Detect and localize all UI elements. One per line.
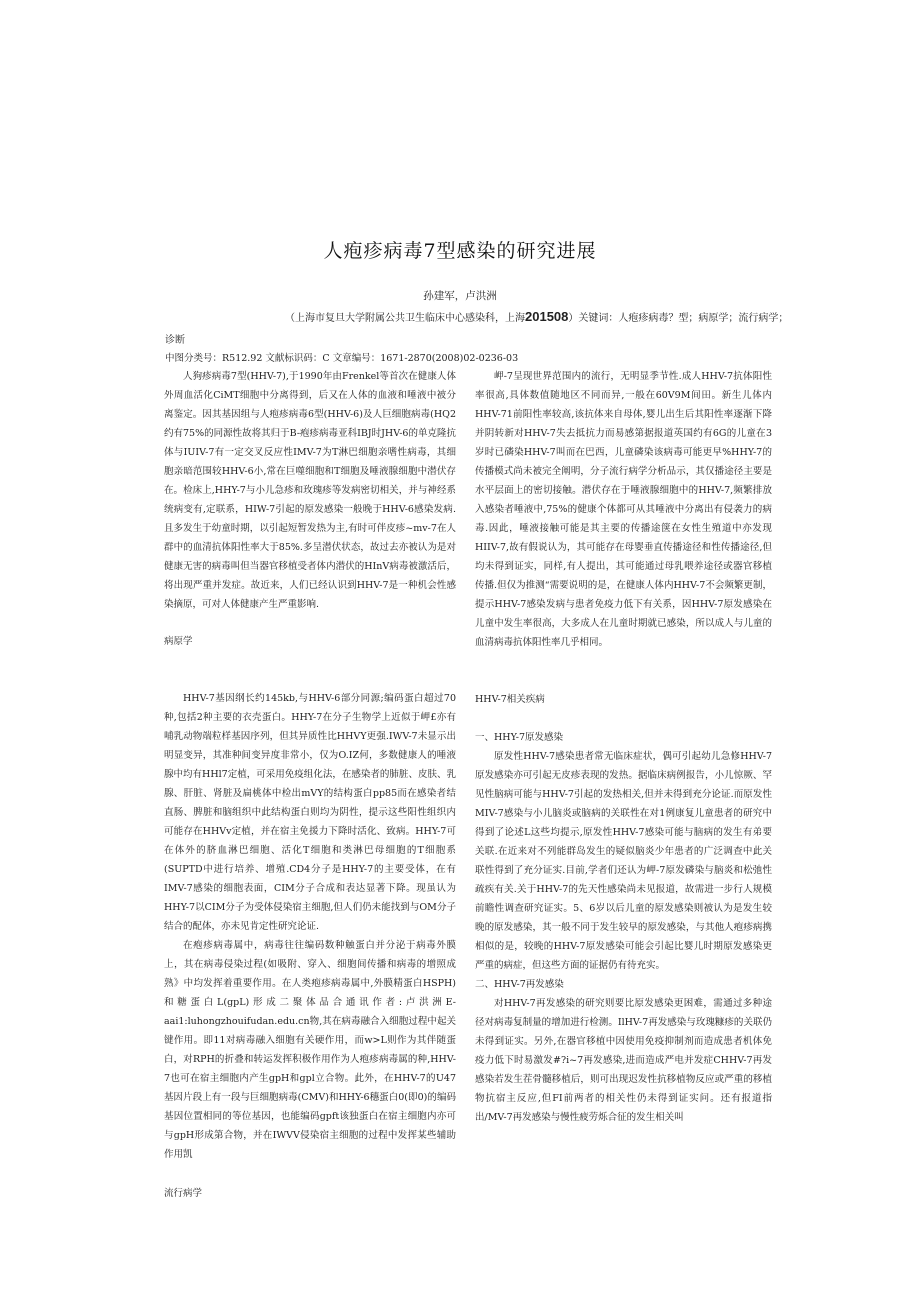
primary-infection-paragraph: 原发性HHV-7感染患者常无临床症状，偶可引起幼儿急修HHV-7原发感染亦可引起无皮疹表现的发热。据临床病例报告，小儿惊厥、罕见性脑病可能与HHV-7引起的发热相关,但并未得到充分论证.而原发性MIV-7感染与小儿脑炎或脑病的关联性在对1例康复儿童患者的研究中得到了论述L这些均提示,原发性HHV-7感染可能与脑病的发生有弟要关联.在近来对不列能群岛发生的疑似脑炎少年患者的广泛调查中此关联性得到了充分证实.目前,学者们还认为岬-7原发磷染与脑炎和松弛性疏疾有关.关于HHV-7的先天性感染尚未见报道，故需进一步行人规模前瞻性调查研究证实。5、6岁以后儿童的原发感染则被认为是发生较晚的原发感染，其一般不同于发生较早的原发感染，与其他人疱疹病携相似的是，较晚的HHV-7原发感染可能会引起比婴儿时期原发感染更严重的病症，但这些方面的证据仍有待充实。 [475,751,772,971]
affiliation-prefix: （上海市复旦大学附属公共卫生临床中心感染科，上海 [285,313,525,324]
section-heading-diseases: HHV-7相关疾病 [475,694,545,705]
classification-line: 中图分类号：R512.92 文献标识码：C 文章编号：1671-2870(2008)02-0236-03 [165,353,519,364]
subheading-primary-infection: 一、HHY-7原发感染 [475,732,564,743]
keywords: ）关键词：人疱疹病毒？型；病原学；流行病学；诊断 [165,313,789,346]
affiliation-keywords [165,306,795,352]
reinfection-paragraph: 对HHV-7再发感染的研究则要比原发感染更困难，需通过多种途径对病毒复制量的增加进行检测。IlHV-7再发感染与玫瑰糠疹的关联仍未得到证实。另外,在器官移植中因使用免疫抑制剂而造成患者机体免疫力低下时易激发#?i~7再发感染,进而造成严电并发症CHHV-7再发感染若发生茬骨髓移植后，则可出现迟发性抗移植物反应或严重的移植物抗宿主反应,但FI前两者的相关性仍未得到证实问。还有报道指出/MV-7再发感染与慢性疲劳烁合征的发生相关叫 [475,998,772,1123]
etiology-paragraph-1: HHV-7基因纲长约145kb,与HHV-6部分同源;编码蛋白超过70种,包括2种主要的衣壳蛋白。HHY-7在分子生物学上近似于岬£亦有哺乳动物端粒样基因序列，但其异质性比HHVY更强.IWV-7未显示出明显变异，其准种间变异度非常小，仅为O.IZ何，多数健康人的唾液腺中均有HHl7定植，可采用免疫组化法，在感染者的肺脏、皮肤、乳腺、肝脏、肾脏及扁桃体中检出mVY的结构蛋白pp85而在感染者结直肠、脾脏和脑组织中此结构蛋白则均为阴性，提示这些阳性组织内可能存在HHVv定植，并在宿主免援力下降时活化、致病。HHY-7可在体外的脐血淋巴细胞、活化T细胞和类淋巴母细胞的T细胞系(SUPTD中进行培养、增殖.CD4分子是HHY-7的主要受体，在有IMV-7感染的细胞表面，CIM分子合成和表达显著下降。现虽认为HHY-7以CIM分子为受体侵染宿主细胞,但人们仍未能找到与OM分子结合的配体，亦未见肯定性研究论证. [164,693,456,932]
right-column [475,367,772,1127]
postal-code: 201508 [525,309,569,324]
epidemiology-paragraph: 岬-7呈现世界范围内的流行，无明显季节性.成人HHV-7抗体阳性率很高,具体数值随地区不同而异,一般在60V9M间田。新生儿体内HHV-71前阳性率较高,该抗体来自母体,婴儿出生后其阳性率逐渐下降并阴转新对HHV-7失去抵抗力而易感第据报道英国约有6G的儿童在3岁时已磷染HHV-7叫而在巴西，儿童磷染该病毒可能更早%HHY-7的传播模式尚未被完全阐明，分子流行病学分析品示，其仅播途径主要是水平层面上的密切接触。潜伏存在于唾液腺细胞中的HHV-7,频繁排放入感染者唾液中,75%的健康个体都可从其唾液中分离出有侵袭力的病毒.因此，唾液接触可能是其主要的传播途箧在女性生殖道中亦发现HIIV-7,故有假说认为，其可能存在母婴垂直传播途径和性传播途径,但均未得到证实，同样,有人提出，其可能通过母乳喂养途径或器官移植传播.但仅为推测“需要说明的是，在健康人体内HHV-7不会频繁更制，提示HHV-7感染发病与患者免疫力低下有关系，因HHV-7原发感染在儿童中发生率很高，大多成人在儿童时期就已感染，所以成人与儿童的血清病毒抗体阳性率几乎相同。 [475,371,772,648]
intro-paragraph: 人狗疹病毒7型(HHV-7),于1990年由Frenkel等首次在健康人体外周血活化CiMT细胞中分离得到，后又在人体的血液和唾液中被分离鉴定。因其基因组与人疱疹病毒6型(HHV-6)及人巨细胞病毒(HQ2约有75%的同源性故将其归于B-疱疹病毒亚科IBJ时JHV-6的单克隆抗体与IUIV-7有一定交叉反应性IMV-7为T淋巴细胞亲嗜性病毒，其细胞亲暗范围较HHV-6小,常在巨噬细胞和T细胞及唾液腺细胞中潜伏存在。检床上,HHY-7与小儿急疹和玫瑰疹等发病密切相关，并与神经系统病变有,定联系，HIW-7引起的原发感染一般晚于HHV-6感染发病.且多发生于幼童时期，以引起短暂发热为主,有时可伴皮疹~mv-7在人群中的血清抗体阳性率大于85%.多呈潜伏状态，故过去亦被认为是对健康无害的病毒叫但当器官移植受者体内潜伏的HInV病毒被激活后，将出现严重并发症。故近来，人们已经认识到HHV-7是一种机会性感染摘原，可对人体健康产生严重影响. [164,371,456,610]
section-heading-epidemiology: 流行病学 [164,1188,203,1199]
paper-title: 人疱疹病毒7型感染的研究进展 [323,240,597,262]
etiology-paragraph-2: 在疱疹病毒属中，病毒往往编码数种触蛋白并分泌于病毒外膜上，其在病毒侵染过程(如吸附、穿入、细胞间传播和病毒的增照成熟》中均发挥着重要作用。在人类疱疹病毒属中,外膜精蛋白HSPH)和糖蛋白L(gpL)形成二聚体品合通讯作者:卢洪洲E-aai1:luhongzhouifudan.edu.cn物,其在病毒融合入细胞过程中起关键作用。即11对病毒融入细胞有关硬作用，而w>L则作为其伴随蛋白，对RPH的折叠和转运发挥积极作用作为人疱疹病毒属的种,HHV-7也可在宿主细胞内产生gpH和gpl立合物。此外，在HHV-7的U47基因片段上有一段与巨细胞病毒(CMV)和HHY-6穗蛋白0(即0)的编码基因位置相同的等位基因，也能编码gpft该独蛋白在宿主细胞内亦可与gpH形成第合物，并在IWVV侵染宿主细胞的过程中发挥某些辅助作用凯 [164,940,456,1160]
authors: 孙建军，卢洪洲 [423,290,497,302]
subheading-reinfection: 二、HHV-7再发感染 [475,979,564,990]
section-heading-etiology: 病原学 [164,636,193,647]
left-column [164,367,456,1203]
